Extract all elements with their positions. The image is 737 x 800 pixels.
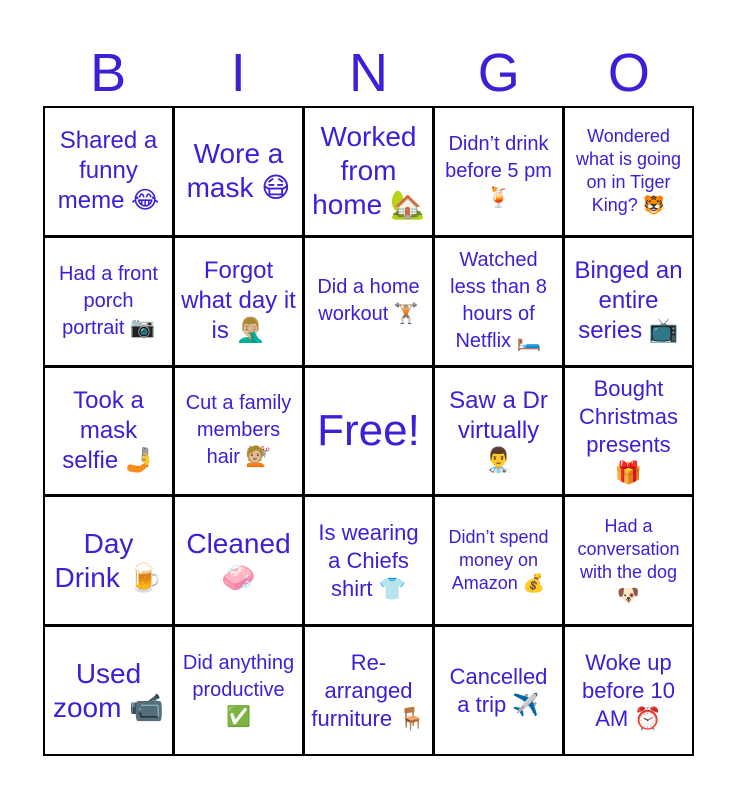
cell-label: Forgot what day it is 🤦🏼‍♂️ — [181, 257, 296, 345]
bingo-cell[interactable] — [45, 368, 172, 495]
header-letter-b: B — [90, 43, 127, 103]
bingo-cell[interactable] — [175, 368, 302, 495]
bingo-cell[interactable] — [45, 497, 172, 624]
bingo-cell[interactable] — [45, 238, 172, 365]
bingo-cell[interactable] — [435, 108, 562, 235]
cell-label: Did anything productive ✅ — [182, 652, 295, 729]
header-letter-o: O — [607, 43, 650, 103]
cell-label: Wondered what is going on in Tiger King? 🐯 — [575, 126, 682, 216]
bingo-cell[interactable] — [305, 108, 432, 235]
cell-label: Had a front porch portrait 📷 — [59, 262, 158, 339]
bingo-cell[interactable] — [435, 368, 562, 495]
bingo-cell[interactable] — [175, 497, 302, 624]
cell-label: Re-arranged furniture 🪑 — [311, 649, 426, 731]
header-letter-i: I — [230, 43, 246, 103]
header-letter-n: N — [349, 43, 388, 103]
cell-label: Cut a family members hair 💇🏼 — [185, 392, 292, 469]
bingo-cell[interactable] — [565, 108, 692, 235]
cell-label: Took a mask selfie 🤳 — [62, 386, 155, 474]
cell-label: Day Drink 🍺 — [54, 527, 163, 593]
cell-label: Shared a funny meme 😂 — [57, 127, 160, 215]
bingo-cell[interactable] — [45, 627, 172, 754]
bingo-cell[interactable] — [565, 368, 692, 495]
bingo-cell[interactable] — [565, 497, 692, 624]
cell-label: Didn’t spend money on Amazon 💰 — [448, 527, 549, 594]
free-cell[interactable] — [305, 368, 432, 495]
header-letter-g: G — [477, 43, 520, 103]
cell-label: Cancelled a trip ✈️ — [449, 663, 548, 717]
bingo-cell[interactable] — [565, 627, 692, 754]
bingo-cell[interactable] — [565, 238, 692, 365]
bingo-cell[interactable] — [435, 238, 562, 365]
cell-label: Is wearing a Chiefs shirt 👕 — [318, 519, 419, 601]
bingo-cell[interactable] — [175, 627, 302, 754]
cell-label: Did a home workout 🏋🏼 — [317, 276, 420, 326]
cell-label: Used zoom 📹 — [52, 657, 165, 723]
cell-label: Woke up before 10 AM ⏰ — [582, 649, 675, 731]
bingo-cell[interactable] — [305, 627, 432, 754]
cell-label: Binged an entire series 📺 — [574, 257, 683, 345]
bingo-cell[interactable] — [435, 627, 562, 754]
bingo-cell[interactable] — [305, 497, 432, 624]
bingo-cell[interactable] — [175, 238, 302, 365]
bingo-cell[interactable] — [435, 497, 562, 624]
bingo-header — [43, 40, 694, 106]
bingo-cell[interactable] — [305, 238, 432, 365]
free-label: Free! — [317, 405, 420, 455]
bingo-cell[interactable] — [175, 108, 302, 235]
cell-label: Cleaned 🧼 — [186, 527, 291, 593]
cell-label: Saw a Dr virtually 👨‍⚕️ — [449, 386, 548, 474]
bingo-cell[interactable] — [45, 108, 172, 235]
bingo-grid — [43, 106, 694, 756]
cell-label: Watched less than 8 hours of Netflix 🛏️ — [450, 249, 547, 353]
cell-label: Didn’t drink before 5 pm 🍹 — [445, 132, 552, 209]
cell-label: Had a conversation with the dog 🐶 — [577, 515, 680, 605]
cell-label: Wore a mask 😷 — [186, 138, 291, 204]
cell-label: Worked from home 🏡 — [312, 121, 425, 221]
cell-label: Bought Christmas presents 🎁 — [578, 375, 678, 485]
